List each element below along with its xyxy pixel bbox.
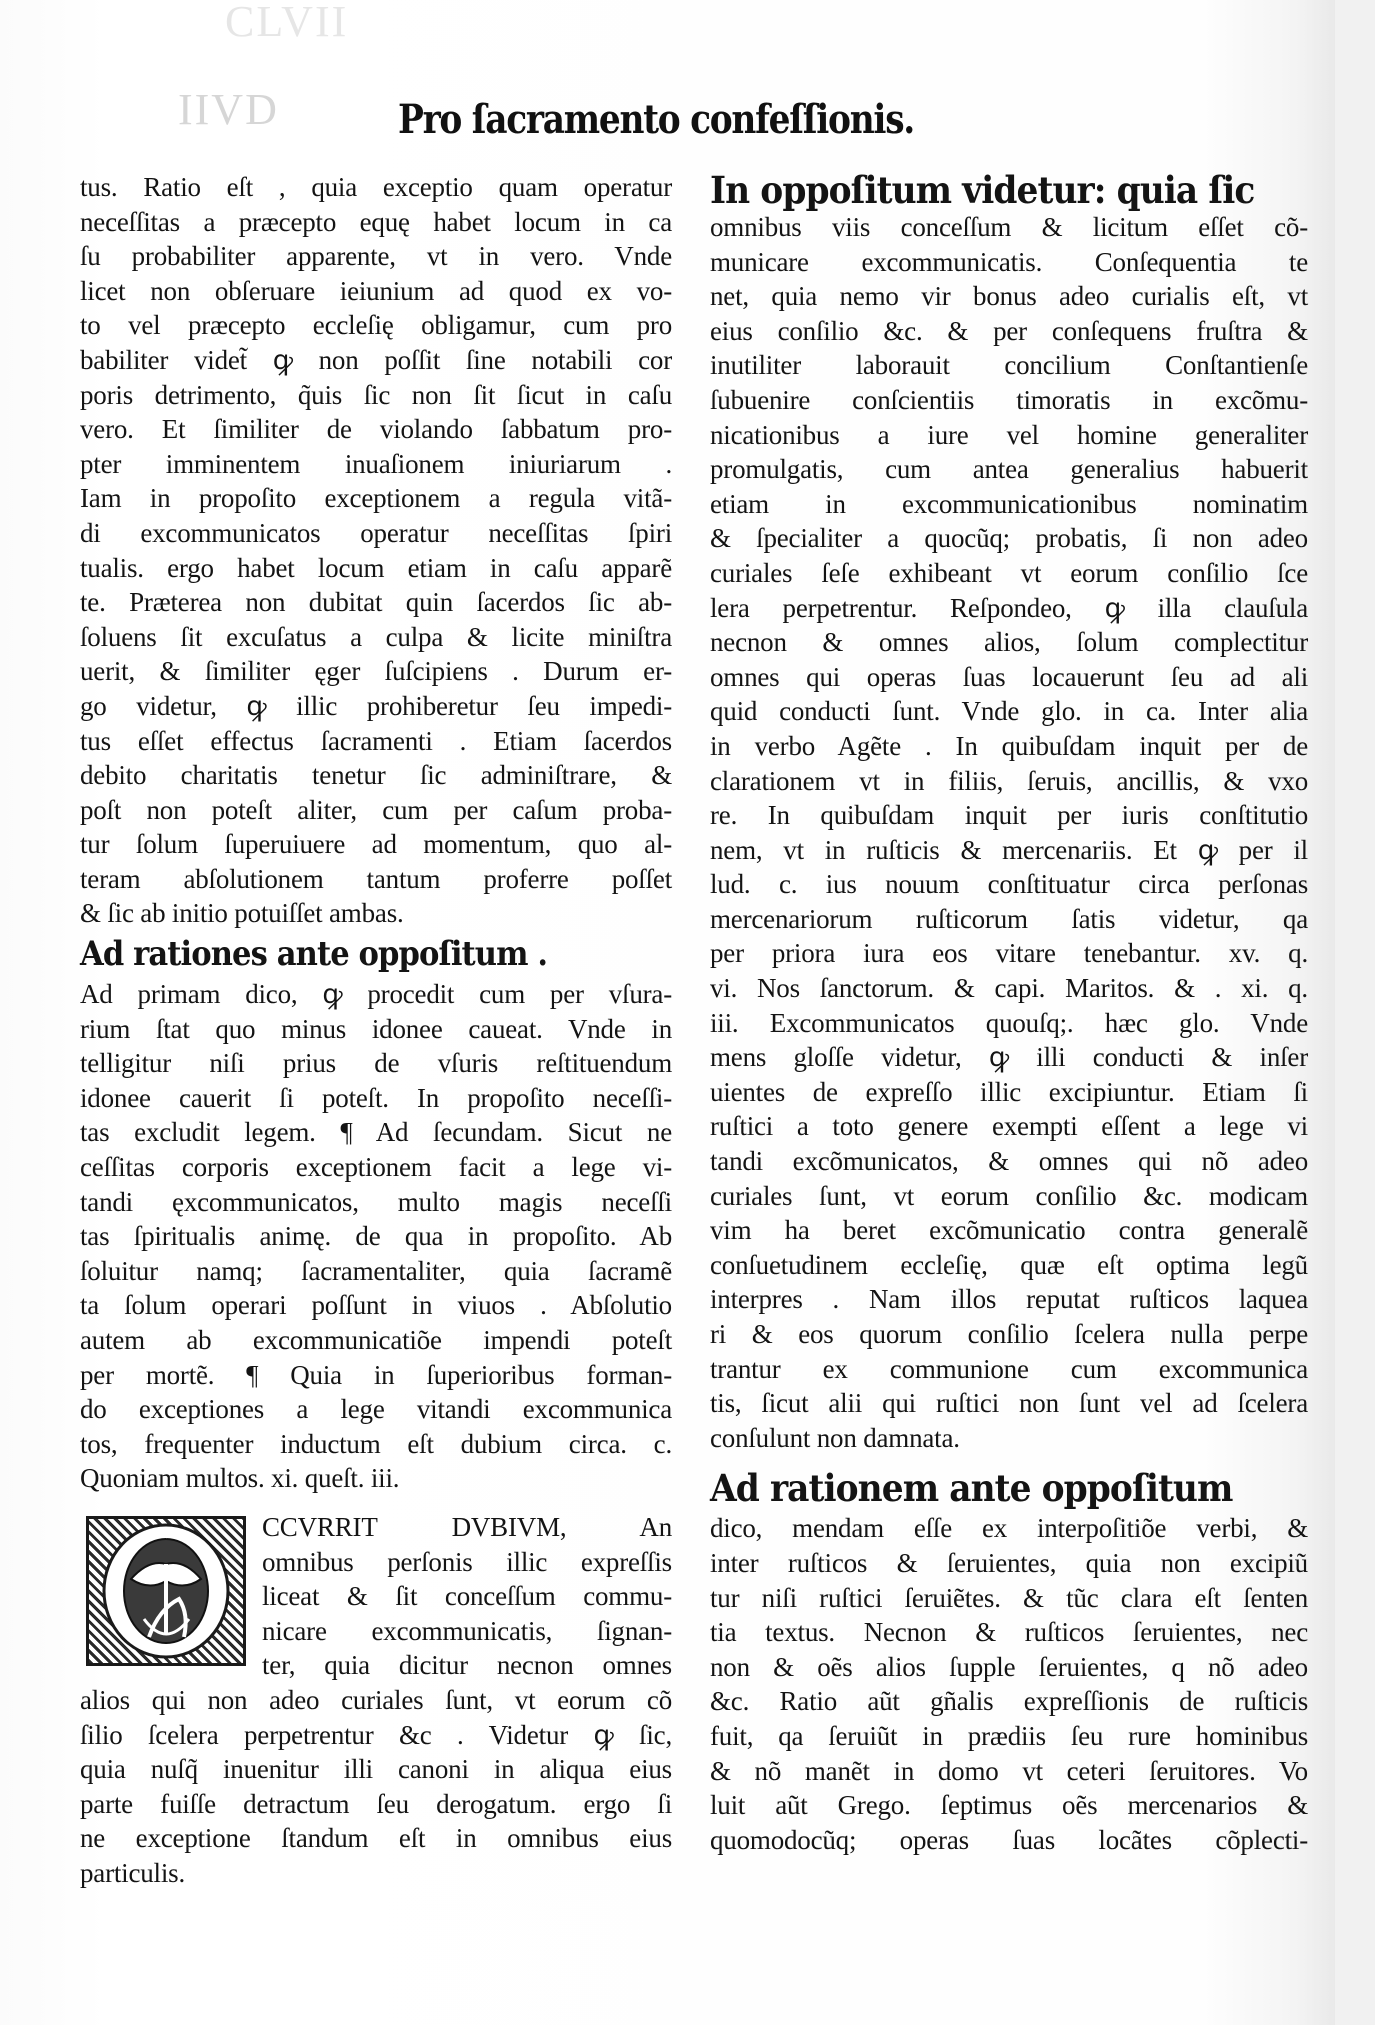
text-line: etiam in excommunicationibus nominatim xyxy=(710,488,1308,519)
text-line: quid conducti ſunt. Vnde glo. in ca. Inter alia xyxy=(710,696,1308,727)
text-line: & ſpecialiter a quocũq; probatis, ſi non adeo xyxy=(710,523,1308,554)
text-line: vim ha beret excõmunicatio contra generalẽ xyxy=(710,1215,1308,1246)
show-through-text: CLVII xyxy=(225,0,349,46)
text-line: omnibus perſonis illic expreſſis xyxy=(262,1546,672,1577)
text-line: go videtur, ꝙ illic prohiberetur ſeu impedi- xyxy=(80,690,672,721)
section-heading-ad-rationem: Ad rationem ante oppoſitum xyxy=(710,1466,1233,1511)
text-line: curiales ſeſe exhibeant vt eorum conſilio ſce xyxy=(710,557,1308,588)
text-line: per mortẽ. ¶ Quia in ſuperioribus forman- xyxy=(80,1359,672,1390)
text-line: tus. Ratio eſt , quia exceptio quam operatur xyxy=(80,172,672,202)
text-line: iii. Excommunicatos quouſq;. hæc glo. Vnde xyxy=(710,1007,1308,1038)
text-line: eius conſilio &c. & per conſequens fruſtra & xyxy=(710,315,1308,346)
text-line: tandi ęxcommunicatos, multo magis neceſſi xyxy=(80,1186,672,1217)
text-line: particulis. xyxy=(80,1857,186,1888)
text-line: net, quia nemo vir bonus adeo curialis eſt, vt xyxy=(710,281,1308,312)
text-line: Ad primam dico, ꝙ procedit cum per vſura- xyxy=(80,979,672,1010)
text-line: ſubuenire conſcientiis timoratis in excõmu- xyxy=(710,384,1308,415)
text-line: licet non obſeruare ieiunium ad quod ex vo- xyxy=(80,275,672,306)
text-line: tas ſpiritualis animę. de qua in propoſito. Ab xyxy=(80,1221,672,1252)
text-line: & ſic ab initio potuiſſet ambas. xyxy=(80,898,404,929)
text-line: omnes qui operas ſuas locauerunt ſeu ad ali xyxy=(710,661,1308,692)
text-line: tis, ſicut alii qui ruſtici non ſunt vel ad ſcelera xyxy=(710,1388,1308,1419)
text-line: curiales ſunt, vt eorum conſilio &c. modicam xyxy=(710,1180,1308,1211)
left-block-2 xyxy=(80,977,672,1496)
text-line: pter imminentem inuaſionem iniuriarum . xyxy=(80,448,672,479)
text-line: vero. Et ſimiliter de violando ſabbatum pro- xyxy=(80,414,672,445)
text-line: promulgatis, cum antea generalius habuerit xyxy=(710,454,1308,485)
text-line: tualis. ergo habet locum etiam in caſu apparẽ xyxy=(80,552,672,583)
text-line: ſilio ſcelera perpetrentur &c . Videtur ꝙ ſic, xyxy=(80,1719,672,1750)
text-line: te. Præterea non dubitat quin ſacerdos ſic ab- xyxy=(80,587,672,618)
text-line: inter ruſticos & ſeruientes, quia non excipiũ xyxy=(710,1547,1308,1578)
text-line: inutiliter laborauit concilium Conſtantienſe xyxy=(710,350,1308,381)
text-line: parte fuiſſe detractum ſeu derogatum. ergo ſi xyxy=(80,1788,672,1819)
text-line: Quoniam multos. xi. queſt. iii. xyxy=(80,1463,400,1494)
text-line: re. In quibuſdam inquit per iuris conſtitutio xyxy=(710,800,1308,831)
text-line: interpres . Nam illos reputat ruſticos laquea xyxy=(710,1284,1308,1315)
text-line: telligitur niſi prius de vſuris reſtituendum xyxy=(80,1048,672,1079)
text-line: ſoluitur namq; ſacramentaliter, quia ſacramẽ xyxy=(80,1255,672,1286)
text-line: liceat & ſit conceſſum commu- xyxy=(262,1581,672,1612)
text-line: non & oẽs alios ſupple ſeruientes, q nõ adeo xyxy=(710,1651,1308,1682)
text-line: ri & eos quorum conſilio ſcelera nulla perpe xyxy=(710,1319,1308,1349)
text-line: fuit, qa ſeruiũt in prædiis ſeu rure hominibus xyxy=(710,1720,1308,1751)
text-line: dico, mendam eſſe ex interpoſitiõe verbi, & xyxy=(710,1513,1308,1544)
text-line: &c. Ratio aũt gñalis expreſſionis de ruſticis xyxy=(710,1686,1308,1717)
text-line: alios qui non adeo curiales ſunt, vt eorum cõ xyxy=(80,1684,672,1715)
left-column xyxy=(80,170,672,1891)
text-line: babiliter videt̃ ꝙ non poſſit ſine notabili cor xyxy=(80,344,672,375)
text-line: in verbo Agẽte . In quibuſdam inquit per de xyxy=(710,730,1308,761)
text-line: omnibus viis conceſſum & licitum eſſet cõ- xyxy=(710,212,1308,242)
text-line: tur niſi ruſtici ſeruiẽtes. & tũc clara eſt ſenten xyxy=(710,1582,1308,1613)
text-line: luit aũt Grego. ſeptimus oẽs mercenarios & xyxy=(710,1790,1308,1821)
right-column xyxy=(710,170,1308,1857)
text-line: per priora iura eos vitare tenebantur. xv. q. xyxy=(710,938,1308,969)
text-line: ta ſolum operari poſſunt in viuos . Abſolutio xyxy=(80,1290,672,1321)
text-line: clarationem vt in filiis, ſeruis, ancillis, & vxo xyxy=(710,765,1308,796)
text-line: ter, quia dicitur necnon omnes xyxy=(262,1650,672,1681)
left-block-3 xyxy=(80,1683,672,1891)
text-line: tandi excõmunicatos, & omnes qui nõ adeo xyxy=(710,1146,1308,1177)
text-line: tia textus. Necnon & ruſticos ſeruientes, nec xyxy=(710,1617,1308,1648)
text-line: mens gloſſe videtur, ꝙ illi conducti & inſer xyxy=(710,1042,1308,1073)
text-line: ceſſitas corporis exceptionem facit a lege vi- xyxy=(80,1152,672,1183)
text-line: quia nuſq̃ inuenitur illi canoni in aliqua eius xyxy=(80,1754,672,1785)
text-line: poſt non poteſt aliter, cum per caſum proba- xyxy=(80,794,672,825)
text-line: ruſtici a toto genere exempti eſſent a lege vi xyxy=(710,1111,1308,1142)
text-line: & nõ manẽt in domo vt ceteri ſeruitores. Vo xyxy=(710,1755,1308,1786)
text-line: nicare excommunicatis, ſignan- xyxy=(262,1615,672,1646)
text-line: CCVRRIT DVBIVM, An xyxy=(262,1511,672,1542)
text-line: tos, frequenter inductum eſt dubium circa. c. xyxy=(80,1428,672,1459)
text-line: idonee cauerit ſi poteſt. In propoſito neceſſi- xyxy=(80,1082,672,1113)
text-line: do exceptiones a lege vitandi excommunica xyxy=(80,1394,672,1425)
text-line: nicationibus a iure vel homine generaliter xyxy=(710,419,1308,450)
text-line: mercenariorum ruſticorum ſatis videtur, qa xyxy=(710,903,1308,934)
text-line: tus eſſet effectus ſacramenti . Etiam ſacerdos xyxy=(80,725,672,756)
section-heading-ad-rationes: Ad rationes ante oppoſitum . xyxy=(80,934,548,975)
text-line: vi. Nos ſanctorum. & capi. Maritos. & . xi. q. xyxy=(710,973,1308,1004)
text-line: Iam in propoſito exceptionem a regula vitã- xyxy=(80,483,672,514)
text-line: uientes de expreſſo illic excipiuntur. Etiam ſi xyxy=(710,1076,1308,1107)
text-line: necnon & omnes alios, ſolum complectitur xyxy=(710,627,1308,658)
show-through-text: IIVD xyxy=(178,85,279,134)
text-line: ſu probabiliter apparente, vt in vero. Vnde xyxy=(80,241,672,272)
section-heading-in-oppositum: In oppoſitum videtur: quia ſic xyxy=(710,168,1255,212)
text-line: ne exceptione ſtandum eſt in omnibus eius xyxy=(80,1823,672,1854)
text-line: trantur ex communione cum excommunica xyxy=(710,1353,1308,1384)
text-line: quomodocũq; operas ſuas locãtes cõplecti- xyxy=(710,1824,1308,1855)
text-line: ſoluens ſit excuſatus a culpa & licite miniſtra xyxy=(80,621,672,652)
text-line: neceſſitas a præcepto equę habet locum in ca xyxy=(80,206,672,237)
text-line: municare excommunicatis. Conſequentia te xyxy=(710,246,1308,277)
running-title: Pro ſacramento confeſſionis. xyxy=(398,96,914,143)
text-line: di excommunicatos operatur neceſſitas ſpiri xyxy=(80,517,672,548)
text-line: lud. c. ius nouum conſtituatur circa perſonas xyxy=(710,869,1308,900)
right-block-1 xyxy=(710,210,1308,1455)
text-line: nem, vt in ruſticis & mercenariis. Et ꝙ per il xyxy=(710,834,1308,865)
right-block-2 xyxy=(710,1511,1308,1857)
text-line: uerit, & ſimiliter ęger ſuſcipiens . Durum er- xyxy=(80,656,672,687)
text-line: conſuetudinem eccleſię, quæ eſt optima legũ xyxy=(710,1249,1308,1280)
decorated-initial-o-icon xyxy=(86,1516,246,1666)
text-line: debito charitatis tenetur ſic adminiſtrare, & xyxy=(80,760,672,791)
scan-edge xyxy=(1335,0,1375,2025)
text-line: conſulunt non damnata. xyxy=(710,1422,960,1453)
text-line: rium ſtat quo minus idonee caueat. Vnde in xyxy=(80,1013,672,1044)
text-line: to vel præcepto eccleſię obligamur, cum pro xyxy=(80,310,672,341)
initial-letter: O xyxy=(166,1538,167,1540)
text-line: tas excludit legem. ¶ Ad ſecundam. Sicut ne xyxy=(80,1117,672,1148)
text-line: teram abſolutionem tantum proferre poſſet xyxy=(80,863,672,894)
text-line: autem ab excommunicatiõe impendi poteſt xyxy=(80,1325,672,1355)
text-line: lera perpetrentur. Reſpondeo, ꝙ illa clauſula xyxy=(710,592,1308,623)
left-block-1 xyxy=(80,170,672,931)
text-line: poris detrimento, q̃uis ſic non ſit ſicut in caſu xyxy=(80,379,672,410)
text-line: tur ſolum ſuperuiuere ad momentum, quo al- xyxy=(80,829,672,860)
